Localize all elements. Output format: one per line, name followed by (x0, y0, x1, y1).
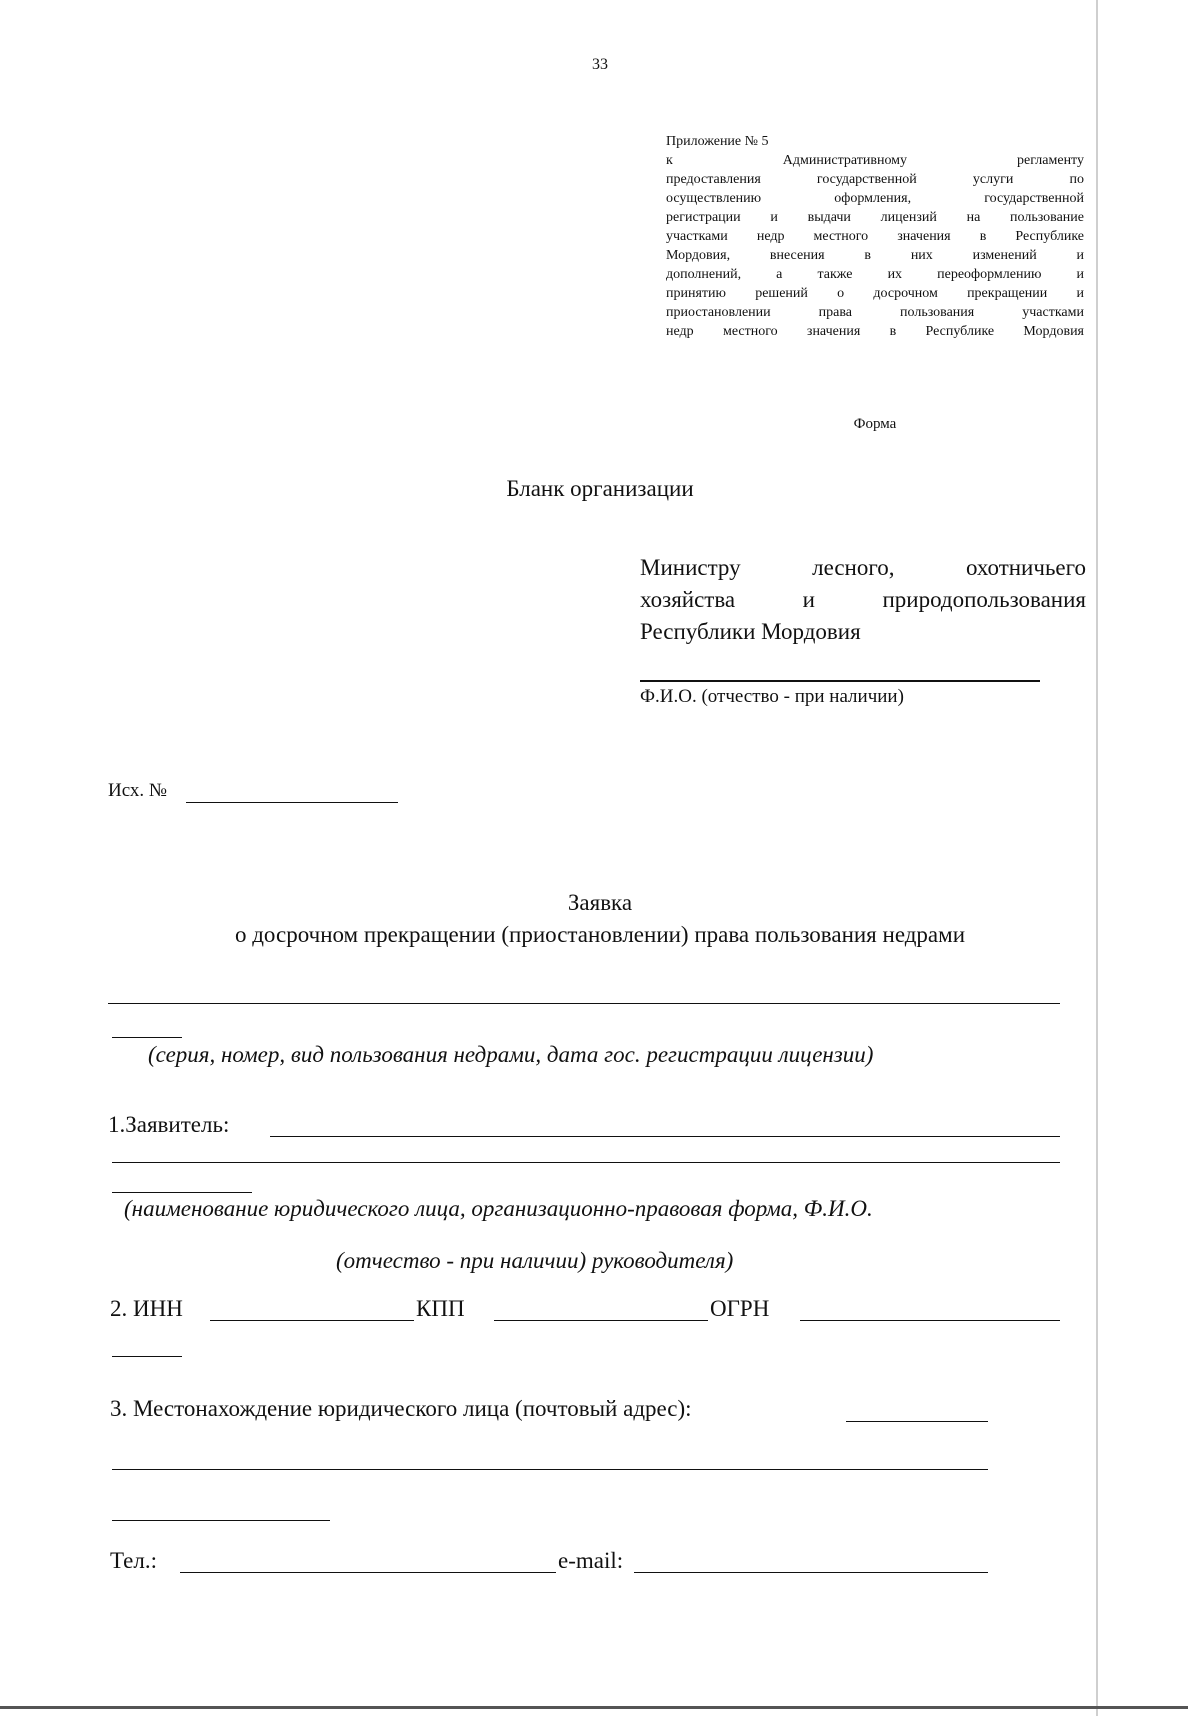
outgoing-number-field[interactable] (186, 802, 398, 803)
applicant-field-line-2[interactable] (112, 1162, 1060, 1163)
letterhead-label: Бланк организации (506, 476, 694, 501)
document-title: Заявка (567, 890, 633, 915)
scan-edge-line (1096, 0, 1098, 1716)
appendix-line: осуществлению оформления, государственной (666, 191, 1084, 206)
applicant-caption-line1: (наименование юридического лица, организационно-правовая форма, Ф.И.О. (124, 1196, 873, 1221)
appendix-line: регистрации и выдачи лицензий на пользование (666, 210, 1084, 225)
appendix-text (666, 151, 1084, 341)
license-field-line-continuation[interactable] (112, 1037, 182, 1038)
page-number: 33 (592, 56, 608, 73)
license-caption: (серия, номер, вид пользования недрами, дата гос. регистрации лицензии) (148, 1042, 874, 1067)
addressee-line: хозяйства и природопользования (640, 587, 1086, 612)
address-field-line-2[interactable] (112, 1469, 988, 1470)
applicant-field-line-continuation[interactable] (112, 1192, 252, 1193)
appendix-line: предоставления государственной услуги по (666, 172, 1084, 187)
ogrn-label: ОГРН (710, 1296, 770, 1321)
document-subtitle: о досрочном прекращении (приостановлении) права пользования недрами (234, 922, 965, 947)
appendix-title: Приложение № 5 (666, 134, 769, 149)
address-field-line[interactable] (846, 1421, 988, 1422)
applicant-caption-line2: (отчество - при наличии) руководителя) (336, 1248, 734, 1273)
appendix-line: недр местного значения в Республике Мордовия (666, 324, 1084, 339)
email-label: e-mail: (558, 1548, 624, 1573)
appendix-line: к Административному регламенту (666, 153, 1084, 168)
license-field-line[interactable] (108, 1003, 1060, 1004)
appendix-line: дополнений, а также их переоформлению и (666, 267, 1084, 282)
ids-field-line-continuation[interactable] (112, 1356, 182, 1357)
appendix-line: участками недр местного значения в Республике (666, 229, 1084, 244)
appendix-block (666, 132, 1084, 341)
inn-label: 2. ИНН (110, 1296, 183, 1321)
applicant-field-line[interactable] (270, 1136, 1060, 1137)
applicant-label: 1.Заявитель: (108, 1112, 230, 1137)
addressee-line: Республики Мордовия (640, 619, 861, 644)
ogrn-field[interactable] (800, 1320, 1060, 1321)
phone-field[interactable] (180, 1572, 556, 1573)
appendix-line: Мордовия, внесения в них изменений и (666, 248, 1084, 263)
appendix-line: приостановлении права пользования участками (666, 305, 1084, 320)
outgoing-number-label: Исх. № (108, 780, 168, 801)
inn-field[interactable] (210, 1320, 414, 1321)
form-label: Форма (853, 416, 897, 432)
email-field[interactable] (634, 1572, 988, 1573)
kpp-label: КПП (416, 1296, 465, 1321)
address-label: 3. Местонахождение юридического лица (почтовый адрес): (110, 1396, 692, 1421)
addressee-block (640, 552, 1086, 648)
addressee-fio-label: Ф.И.О. (отчество - при наличии) (640, 686, 904, 707)
appendix-line: принятию решений о досрочном прекращении и (666, 286, 1084, 301)
kpp-field[interactable] (494, 1320, 708, 1321)
addressee-line: Министру лесного, охотничьего (640, 555, 1086, 580)
phone-label: Тел.: (110, 1548, 157, 1573)
scan-bottom-line (0, 1706, 1090, 1709)
address-field-line-3[interactable] (112, 1520, 330, 1521)
addressee-fio-field[interactable] (640, 680, 1040, 682)
scan-bottom-line-right (968, 1706, 1188, 1709)
